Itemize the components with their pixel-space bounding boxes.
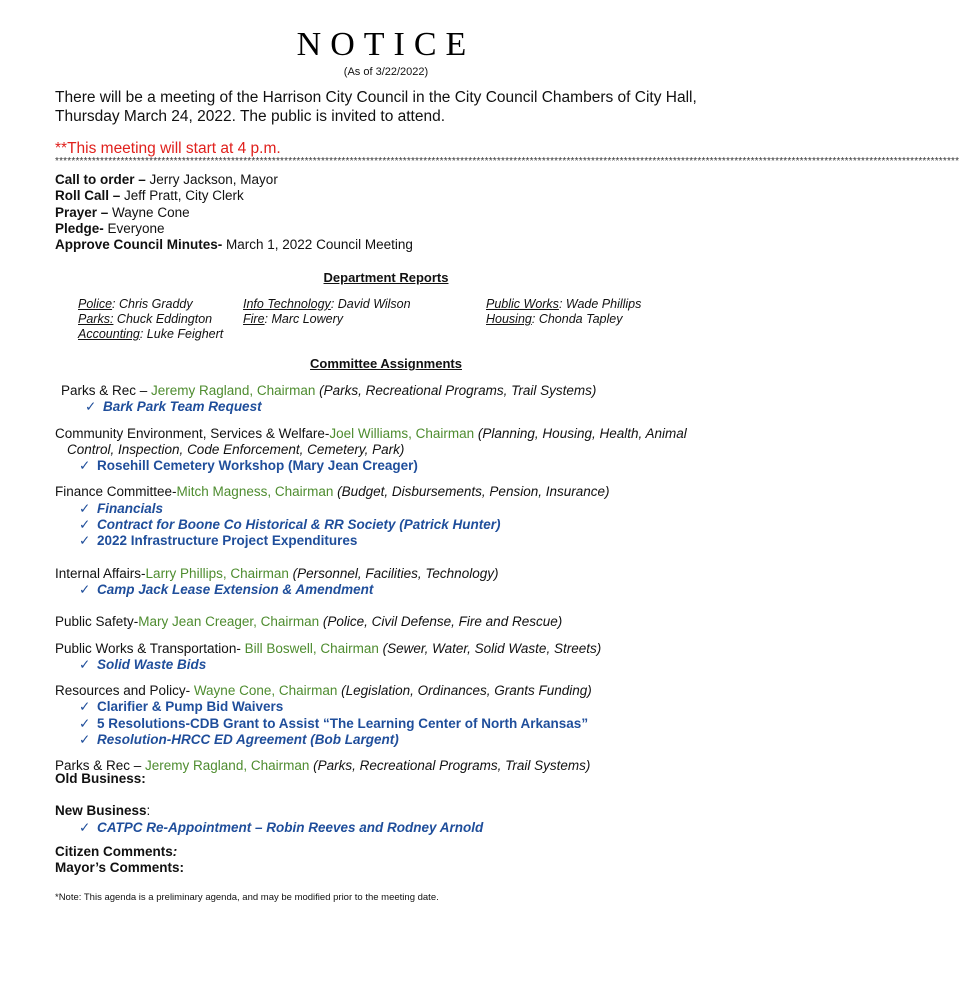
agenda-item: ✓ Resolution-HRCC ED Agreement (Bob Largent) <box>79 732 399 748</box>
committee-public-works: Public Works & Transportation- Bill Boswell, Chairman (Sewer, Water, Solid Waste, Streets) ✓ Solid Waste Bids <box>55 641 745 674</box>
roll-call: Roll Call – Jeff Pratt, City Clerk <box>55 188 244 204</box>
as-of-date: (As of 3/22/2022) <box>343 66 429 78</box>
checkmark-icon: ✓ <box>79 819 91 835</box>
checkmark-icon: ✓ <box>79 533 91 549</box>
committee-community-environment: Community Environment, Services & Welfare-Joel Williams, Chairman (Planning, Housing, Health, Animal Control, Inspection, Code Enforcement, Cemetery, Park) ✓ Rosehill Cemetery Workshop (Mary Jean Creager) <box>55 426 745 475</box>
agenda-item: ✓ Clarifier & Pump Bid Waivers <box>79 699 284 715</box>
department-column-2 <box>243 297 411 327</box>
mayor-comments-label: Mayor’s Comments: <box>55 860 185 876</box>
checkmark-icon: ✓ <box>85 399 97 415</box>
agenda-item: ✓ Rosehill Cemetery Workshop (Mary Jean Creager) <box>79 458 418 474</box>
old-business-label: Old Business: <box>55 771 146 786</box>
star-divider: ***************************************************************************************************************************************************************************************************************************** <box>55 156 959 167</box>
agenda-item: ✓ 5 Resolutions-CDB Grant to Assist “The Learning Center of North Arkansas” <box>79 715 589 731</box>
agenda-item: ✓ Solid Waste Bids <box>79 656 207 672</box>
dept-police: Police: Chris Graddy <box>78 297 193 311</box>
committee-public-safety: Public Safety-Mary Jean Creager, Chairman (Police, Civil Defense, Fire and Rescue) <box>55 614 563 630</box>
committee-finance: Finance Committee-Mitch Magness, Chairman (Budget, Disbursements, Pension, Insurance) ✓ Financials ✓ Contract for Boone Co Historical & RR Society (Patrick Hunter) ✓ 2022 Infrastructure Project Expenditures <box>55 484 745 549</box>
notice-title: NOTICE <box>296 26 476 63</box>
dept-info-technology: Info Technology: David Wilson <box>243 297 411 311</box>
checkmark-icon: ✓ <box>79 517 91 533</box>
department-column-3 <box>486 297 641 327</box>
checkmark-icon: ✓ <box>79 699 91 715</box>
dept-housing: Housing: Chonda Tapley <box>486 312 623 326</box>
pledge: Pledge- Everyone <box>55 220 165 236</box>
opening-items <box>55 172 413 253</box>
dept-public-works: Public Works: Wade Phillips <box>486 297 642 311</box>
agenda-item: ✓ Bark Park Team Request <box>85 399 262 415</box>
checkmark-icon: ✓ <box>79 500 91 516</box>
new-business-label: New Business: <box>55 803 151 819</box>
dept-fire: Fire: Marc Lowery <box>243 312 344 326</box>
dept-accounting: Accounting: Luke Feighert <box>78 327 224 341</box>
committee-resources-policy: Resources and Policy- Wayne Cone, Chairman (Legislation, Ordinances, Grants Funding) ✓ Clarifier & Pump Bid Waivers ✓ 5 Resolutions-CDB Grant to Assist “The Learning Center of North Arkansas” ✓ Resolution-HRCC ED Agreement (Bob Largent) <box>55 683 745 748</box>
committee-parks-rec-repeat: Parks & Rec – Jeremy Ragland, Chairman (Parks, Recreational Programs, Trail Systems) <box>55 758 591 774</box>
approve-minutes: Approve Council Minutes- March 1, 2022 Council Meeting <box>55 237 413 253</box>
intro-line-2: Thursday March 24, 2022. The public is invited to attend. <box>55 108 446 125</box>
department-column-1 <box>78 297 223 342</box>
committee-list <box>55 383 745 785</box>
agenda-item: ✓ CATPC Re-Appointment – Robin Reeves and Rodney Arnold <box>79 819 484 835</box>
start-time-notice: **This meeting will start at 4 p.m. <box>55 140 281 157</box>
meeting-intro <box>55 88 735 126</box>
checkmark-icon: ✓ <box>79 715 91 731</box>
prayer: Prayer – Wayne Cone <box>55 204 190 220</box>
business-section <box>55 771 745 876</box>
checkmark-icon: ✓ <box>79 458 91 474</box>
checkmark-icon: ✓ <box>79 581 91 597</box>
agenda-item: ✓ 2022 Infrastructure Project Expenditures <box>79 533 358 549</box>
intro-line-1: There will be a meeting of the Harrison City Council in the City Council Chambers of City Hall, <box>55 89 697 106</box>
department-reports-heading: Department Reports <box>323 270 449 285</box>
committee-parks-rec: Parks & Rec – Jeremy Ragland, Chairman (Parks, Recreational Programs, Trail Systems) ✓ Bark Park Team Request <box>55 383 745 416</box>
checkmark-icon: ✓ <box>79 732 91 748</box>
dept-parks: Parks: Chuck Eddington <box>78 312 213 326</box>
committee-internal-affairs: Internal Affairs-Larry Phillips, Chairman (Personnel, Facilities, Technology) ✓ Camp Jack Lease Extension & Amendment <box>55 566 745 599</box>
agenda-item: ✓ Financials <box>79 500 164 516</box>
agenda-item: ✓ Camp Jack Lease Extension & Amendment <box>79 581 374 597</box>
checkmark-icon: ✓ <box>79 656 91 672</box>
agenda-item: ✓ Contract for Boone Co Historical & RR Society (Patrick Hunter) <box>79 517 501 533</box>
preliminary-note: *Note: This agenda is a preliminary agenda, and may be modified prior to the meeting date. <box>55 892 439 903</box>
committee-assignments-heading: Committee Assignments <box>310 356 462 371</box>
call-to-order: Call to order – Jerry Jackson, Mayor <box>55 172 278 187</box>
citizen-comments-label: Citizen Comments: <box>55 843 178 859</box>
